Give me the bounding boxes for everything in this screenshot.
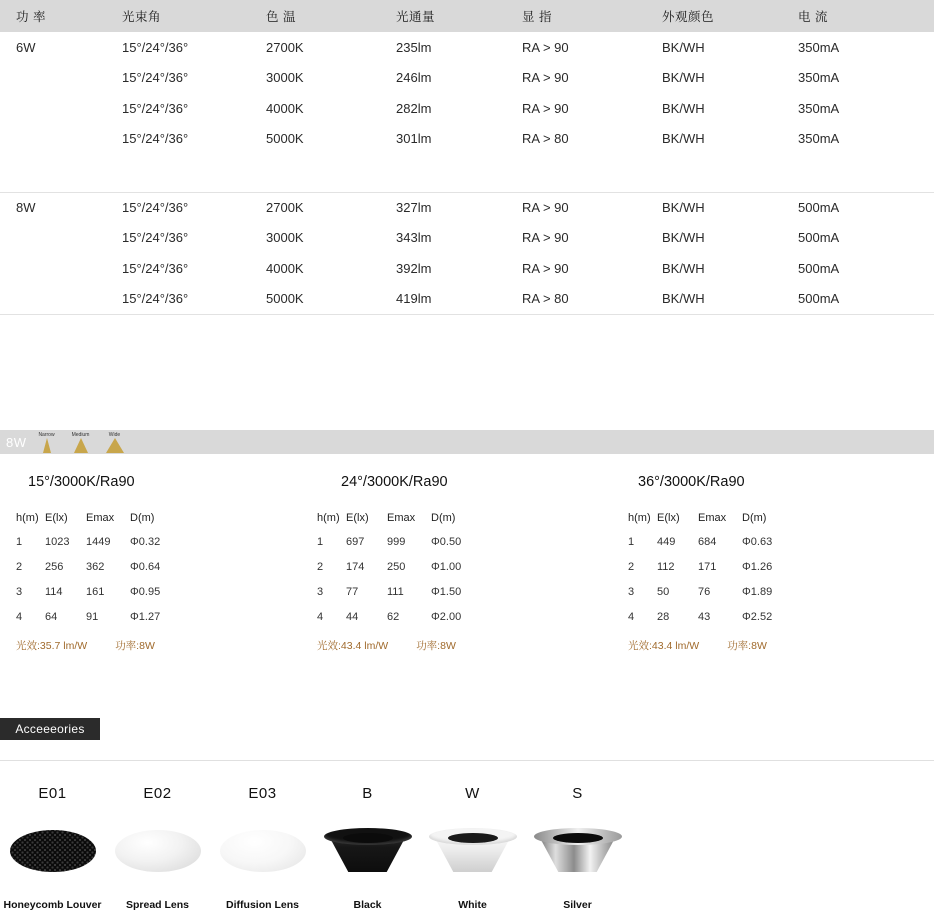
- ph-cell-height: 3: [16, 586, 23, 598]
- table-row: [0, 284, 934, 315]
- cell-power: [0, 284, 122, 315]
- col-header-current: 电 流: [798, 0, 934, 32]
- cell-cri: RA > 90: [522, 39, 569, 55]
- cell-power: 6W: [16, 39, 36, 55]
- diffusion-lens-icon: [210, 816, 315, 886]
- cell-flux: 419lm: [396, 284, 522, 315]
- ph-header-diameter: D(m): [431, 512, 456, 524]
- efficacy-value: 光效:35.7 lm/W: [16, 640, 88, 652]
- ph-cell-elx: 174: [346, 561, 365, 573]
- spec-table-header: [0, 0, 934, 32]
- ph-cell-diameter: Φ1.50: [431, 586, 462, 598]
- accessory-code: S: [572, 785, 583, 802]
- cell-cct: 4000K: [266, 260, 304, 276]
- power-value: 功率:8W: [416, 640, 456, 652]
- ph-cell-diameter: Φ0.32: [130, 536, 161, 548]
- table-row: [317, 536, 491, 561]
- cell-cct: 2700K: [266, 39, 304, 55]
- ph-cell-elx: 50: [657, 586, 670, 598]
- table-row: [628, 561, 802, 586]
- ph-header-elx: E(lx): [346, 512, 369, 524]
- ph-cell-diameter: Φ0.64: [130, 561, 161, 573]
- efficacy-value: 光效:43.4 lm/W: [628, 640, 700, 652]
- photometric-table: [317, 512, 491, 636]
- ph-cell-emax: 76: [698, 586, 711, 598]
- ph-cell-height: 1: [16, 536, 23, 548]
- cell-color: BK/WH: [662, 200, 705, 215]
- ph-cell-elx: 256: [45, 561, 64, 573]
- ph-cell-emax: 171: [698, 561, 717, 573]
- efficacy-row: [628, 638, 934, 653]
- cell-cct: 2700K: [266, 200, 304, 215]
- table-row: [628, 586, 802, 611]
- table-row: [0, 93, 934, 124]
- ph-cell-height: 2: [628, 561, 635, 573]
- cell-color: BK/WH: [662, 260, 705, 276]
- cell-current: 500mA: [798, 230, 840, 246]
- cell-current: 350mA: [798, 39, 840, 55]
- ph-cell-emax: 250: [387, 561, 406, 573]
- ph-cell-diameter: Φ1.26: [742, 561, 773, 573]
- cell-flux: 327lm: [396, 200, 432, 215]
- ph-cell-height: 1: [628, 536, 635, 548]
- ph-cell-height: 4: [628, 611, 635, 623]
- cell-cct: 3000K: [266, 70, 304, 86]
- table-row: [317, 611, 491, 636]
- photometric-title: 24°/3000K/Ra90: [341, 474, 448, 490]
- cell-color: BK/WH: [662, 39, 705, 55]
- accessory-item-silver[interactable]: [525, 785, 630, 911]
- ph-cell-elx: 449: [657, 536, 676, 548]
- ph-header-height: h(m): [16, 512, 39, 524]
- ph-cell-diameter: Φ1.89: [742, 586, 773, 598]
- white-reflector-icon: [420, 816, 525, 886]
- table-row: [317, 586, 491, 611]
- photometric-title: 15°/3000K/Ra90: [28, 474, 135, 490]
- col-header-power: 功 率: [0, 0, 122, 32]
- ph-header-diameter: D(m): [742, 512, 767, 524]
- accessories-band: [0, 718, 100, 740]
- ph-cell-diameter: Φ0.50: [431, 536, 462, 548]
- ph-cell-emax: 999: [387, 536, 406, 548]
- table-row: [317, 561, 491, 586]
- cell-power: [0, 253, 122, 284]
- cell-flux: 235lm: [396, 39, 432, 55]
- cell-flux: 282lm: [396, 100, 432, 116]
- accessory-name: Spread Lens: [125, 899, 190, 911]
- ph-cell-emax: 62: [387, 611, 400, 623]
- ph-header-elx: E(lx): [45, 512, 68, 524]
- ph-header-diameter: D(m): [130, 512, 155, 524]
- cell-current: 500mA: [798, 260, 840, 276]
- cell-flux: 392lm: [396, 260, 432, 276]
- medium-beam-label: Medium: [71, 431, 90, 438]
- ph-cell-emax: 362: [86, 561, 105, 573]
- spec-table-body: [0, 32, 934, 314]
- narrow-beam-icon: [37, 432, 57, 453]
- specification-table: [0, 0, 934, 315]
- cell-cct: 5000K: [266, 284, 396, 315]
- cell-flux: 301lm: [396, 131, 432, 147]
- col-header-beam-angle: 光束角: [122, 0, 266, 32]
- cell-current: 500mA: [798, 284, 934, 315]
- accessory-item-black[interactable]: [315, 785, 420, 911]
- cell-beam: 15°/24°/36°: [122, 39, 189, 55]
- wide-beam-icon: [105, 432, 125, 453]
- ph-cell-emax: 111: [387, 586, 404, 598]
- ph-cell-height: 3: [628, 586, 635, 598]
- accessories-title: Acceeeories: [15, 722, 85, 736]
- photometric-block-15deg: [0, 474, 311, 653]
- cell-color: BK/WH: [662, 100, 705, 116]
- silver-reflector-icon: [525, 816, 630, 886]
- efficacy-value: 光效:43.4 lm/W: [317, 640, 389, 652]
- cell-power: 8W: [16, 200, 36, 215]
- photometric-block-36deg: [622, 474, 934, 653]
- cell-cri: RA > 90: [522, 100, 569, 116]
- col-header-luminous-flux: 光通量: [396, 0, 522, 32]
- ph-header-height: h(m): [628, 512, 651, 524]
- cell-cri: RA > 80: [522, 284, 662, 315]
- table-row: [0, 63, 934, 94]
- table-row: [16, 536, 190, 561]
- cell-beam: 15°/24°/36°: [122, 230, 189, 246]
- accessory-item-e03[interactable]: [210, 785, 315, 911]
- medium-cone-shape: [74, 438, 88, 453]
- ph-cell-elx: 77: [346, 586, 359, 598]
- cell-color: BK/WH: [662, 131, 705, 147]
- ph-cell-diameter: Φ2.52: [742, 611, 773, 623]
- cell-cct: 4000K: [266, 100, 304, 116]
- ph-cell-height: 2: [16, 561, 23, 573]
- photometrics-section: [0, 430, 934, 653]
- cell-beam: 15°/24°/36°: [122, 260, 189, 276]
- ph-cell-height: 4: [16, 611, 23, 623]
- cell-beam: 15°/24°/36°: [122, 100, 189, 116]
- accessories-section: [0, 718, 934, 911]
- table-row: [628, 536, 802, 561]
- cell-beam: 15°/24°/36°: [122, 284, 266, 315]
- accessory-name: Silver: [563, 899, 592, 911]
- spread-lens-icon: [105, 816, 210, 886]
- cell-cct: 5000K: [266, 131, 304, 147]
- medium-beam-icon: [71, 432, 91, 453]
- ph-cell-emax: 1449: [86, 536, 111, 548]
- table-row: [16, 586, 190, 611]
- accessory-name: Black: [353, 899, 382, 911]
- ph-cell-elx: 28: [657, 611, 670, 623]
- cell-cri: RA > 90: [522, 200, 569, 215]
- table-row: [0, 192, 934, 223]
- ph-cell-emax: 43: [698, 611, 711, 623]
- cell-beam: 15°/24°/36°: [122, 131, 189, 147]
- ph-cell-elx: 114: [45, 586, 63, 598]
- beam-icon-group: [37, 432, 125, 453]
- accessories-grid: [0, 785, 934, 911]
- table-row: [0, 32, 934, 63]
- cell-current: 500mA: [798, 200, 840, 215]
- cell-cct: 3000K: [266, 230, 304, 246]
- narrow-cone-shape: [43, 438, 51, 453]
- photometric-table: [628, 512, 802, 636]
- cell-cri: RA > 80: [522, 131, 569, 147]
- accessory-name: Honeycomb Louver: [3, 899, 102, 911]
- black-reflector-icon: [315, 816, 420, 886]
- efficacy-row: [317, 638, 622, 653]
- table-row: [16, 561, 190, 586]
- efficacy-row: [16, 638, 311, 653]
- ph-header-emax: Emax: [86, 512, 115, 524]
- ph-cell-diameter: Φ0.63: [742, 536, 773, 548]
- ph-header-emax: Emax: [387, 512, 416, 524]
- cell-current: 350mA: [798, 100, 840, 116]
- accessories-divider: [0, 760, 934, 761]
- ph-cell-emax: 684: [698, 536, 717, 548]
- cell-beam: 15°/24°/36°: [122, 200, 189, 215]
- ph-cell-elx: 64: [45, 611, 58, 623]
- narrow-beam-label: Narrow: [38, 431, 55, 438]
- accessory-code: B: [362, 785, 373, 802]
- cell-beam: 15°/24°/36°: [122, 70, 189, 86]
- table-row: [628, 611, 802, 636]
- photometric-block-24deg: [311, 474, 622, 653]
- accessory-code: E02: [143, 785, 172, 802]
- ph-cell-diameter: Φ1.00: [431, 561, 462, 573]
- ph-cell-height: 4: [317, 611, 324, 623]
- cell-power: [0, 223, 122, 254]
- photometrics-band: [0, 430, 934, 454]
- col-header-finish-color: 外观颜色: [662, 0, 798, 32]
- ph-cell-elx: 1023: [45, 536, 70, 548]
- photometric-table: [16, 512, 190, 636]
- wide-cone-shape: [106, 438, 124, 453]
- photometrics-columns: [0, 474, 934, 653]
- cell-power: [0, 124, 122, 155]
- cell-color: BK/WH: [662, 70, 705, 86]
- cell-current: 350mA: [798, 131, 840, 147]
- ph-cell-elx: 697: [346, 536, 365, 548]
- band-power-label: 8W: [6, 434, 27, 450]
- power-value: 功率:8W: [115, 640, 155, 652]
- cell-power: [0, 63, 122, 94]
- ph-cell-emax: 91: [86, 611, 99, 623]
- ph-header-emax: Emax: [698, 512, 727, 524]
- cell-cri: RA > 90: [522, 230, 569, 246]
- col-header-cri: 显 指: [522, 0, 662, 32]
- ph-cell-elx: 112: [657, 561, 675, 573]
- ph-cell-diameter: Φ1.27: [130, 611, 161, 623]
- table-row: [0, 124, 934, 155]
- ph-cell-emax: 161: [86, 586, 105, 598]
- cell-cri: RA > 90: [522, 70, 569, 86]
- accessory-name: Diffusion Lens: [226, 899, 299, 911]
- ph-cell-height: 2: [317, 561, 324, 573]
- cell-flux: 246lm: [396, 70, 432, 86]
- ph-cell-elx: 44: [346, 611, 359, 623]
- accessory-name: White: [458, 899, 487, 911]
- cell-flux: 343lm: [396, 230, 432, 246]
- cell-color: BK/WH: [662, 284, 798, 315]
- power-value: 功率:8W: [727, 640, 767, 652]
- table-row: [16, 611, 190, 636]
- ph-cell-diameter: Φ0.95: [130, 586, 161, 598]
- accessory-code: E03: [248, 785, 277, 802]
- accessory-item-e02[interactable]: [105, 785, 210, 911]
- accessory-item-white[interactable]: [420, 785, 525, 911]
- table-row: [0, 253, 934, 284]
- photometric-title: 36°/3000K/Ra90: [638, 474, 745, 490]
- accessory-code: W: [465, 785, 480, 802]
- col-header-cct: 色 温: [266, 0, 396, 32]
- cell-current: 350mA: [798, 70, 840, 86]
- cell-color: BK/WH: [662, 230, 705, 246]
- accessory-item-e01[interactable]: [0, 785, 105, 911]
- honeycomb-louver-icon: [0, 816, 105, 886]
- ph-cell-height: 3: [317, 586, 324, 598]
- wide-beam-label: Wide: [108, 431, 121, 438]
- ph-header-height: h(m): [317, 512, 340, 524]
- cell-power: [0, 93, 122, 124]
- ph-header-elx: E(lx): [657, 512, 680, 524]
- ph-cell-diameter: Φ2.00: [431, 611, 462, 623]
- group-separator: [0, 154, 934, 192]
- cell-cri: RA > 90: [522, 260, 569, 276]
- accessory-code: E01: [38, 785, 67, 802]
- ph-cell-height: 1: [317, 536, 324, 548]
- table-row: [0, 223, 934, 254]
